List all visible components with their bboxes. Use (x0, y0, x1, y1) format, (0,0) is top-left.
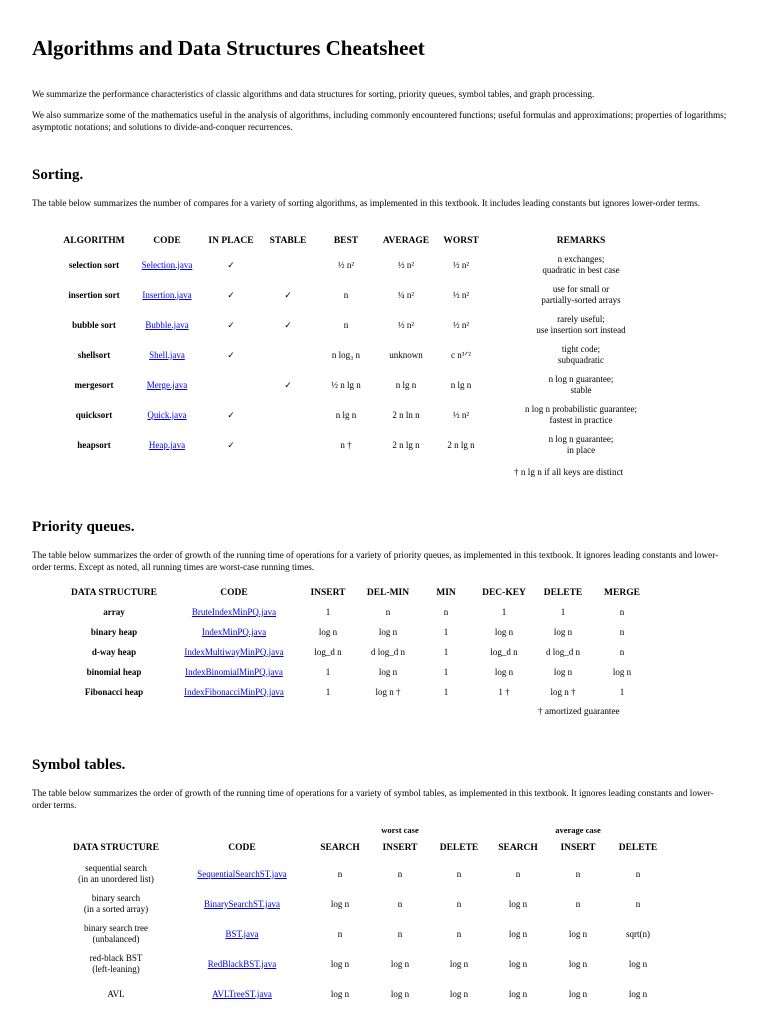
pq-insert: 1 (325, 666, 331, 677)
code-cell (174, 889, 310, 919)
st-header-data-structure: DATA STRUCTURE (73, 843, 159, 853)
st-row (58, 979, 668, 1009)
pq-header-min: MIN (436, 588, 456, 598)
st-table (58, 823, 668, 1009)
in-place-check: ✓ (227, 319, 235, 330)
st-name-cell (58, 889, 174, 919)
st-group-average: average case (555, 825, 601, 835)
remarks-line: n log n guarantee; (548, 434, 614, 444)
pq-delete: 1 (560, 606, 566, 617)
st-name: AVL (107, 988, 125, 999)
st-value: n (337, 928, 343, 939)
pq-heading: Priority queues. (32, 519, 135, 535)
pq-header-code: CODE (220, 588, 248, 598)
code-link[interactable]: Quick.java (147, 409, 187, 420)
worst-case: c n³ᐟ² (451, 349, 471, 360)
st-name-cell (58, 919, 174, 949)
code-cell (132, 370, 202, 400)
remarks-line: fastest in practice (549, 415, 613, 425)
st-description: The table below summarizes the order of growth of the running time of operations for a variety of symbol tables, as implemented in this textbook. It ignores leading constants and lower-order terms. (32, 788, 714, 810)
code-cell (132, 280, 202, 310)
page-title: Algorithms and Data Structures Cheatsheet (32, 36, 425, 60)
sorting-row (56, 310, 676, 340)
remarks-cell (486, 400, 676, 430)
st-value: log n (628, 958, 648, 969)
st-subname: (in an unordered list) (78, 874, 154, 884)
pq-row (58, 622, 652, 642)
st-name: binary search tree (84, 923, 148, 933)
sorting-table (56, 232, 676, 460)
code-link[interactable]: IndexMinPQ.java (201, 626, 267, 637)
code-cell (132, 340, 202, 370)
code-cell (170, 622, 298, 642)
pq-footnote: † amortized guarantee (538, 706, 620, 716)
remarks-line: use insertion sort instead (536, 325, 626, 335)
algorithm-name: selection sort (68, 259, 120, 270)
code-link[interactable]: IndexBinomialMinPQ.java (185, 666, 283, 677)
st-value: log n (390, 958, 410, 969)
remarks-cell (486, 250, 676, 280)
pq-deckey: log_d n (490, 646, 518, 657)
st-value: log n (330, 958, 350, 969)
code-link[interactable]: RedBlackBST.java (207, 958, 277, 969)
st-value: n (456, 928, 462, 939)
st-value: log n (508, 898, 528, 909)
st-value: log n (628, 988, 648, 999)
pq-row (58, 642, 652, 662)
in-place-check: ✓ (227, 259, 235, 270)
st-value: n (397, 868, 403, 879)
st-subname: (unbalanced) (92, 934, 140, 944)
sorting-footnote: † n lg n if all keys are distinct (514, 467, 624, 477)
code-link[interactable]: Heap.java (148, 439, 186, 450)
st-value: n (456, 868, 462, 879)
st-row (58, 889, 668, 919)
best-case: n (343, 289, 349, 300)
pq-name: array (103, 606, 125, 617)
sorting-row (56, 370, 676, 400)
st-name: sequential search (85, 863, 147, 873)
pq-merge: n (619, 646, 625, 657)
stable-check (260, 430, 316, 460)
remarks-line: n exchanges; (557, 254, 605, 264)
in-place-check: ✓ (227, 289, 235, 300)
code-link[interactable]: IndexFibonacciMinPQ.java (184, 686, 284, 697)
pq-min: 1 (443, 666, 449, 677)
best-case: n lg n (335, 409, 357, 420)
st-value: log n (568, 928, 588, 939)
pq-insert: 1 (325, 686, 331, 697)
code-cell (170, 642, 298, 662)
pq-merge: n (619, 606, 625, 617)
code-link[interactable]: Shell.java (149, 349, 185, 360)
st-value: n (397, 898, 403, 909)
code-link[interactable]: Bubble.java (145, 319, 189, 330)
best-case: ½ n² (337, 259, 355, 270)
pq-insert: log_d n (314, 646, 342, 657)
pq-delmin: log n (378, 626, 398, 637)
in-place-check: ✓ (227, 409, 235, 420)
pq-description: The table below summarizes the order of growth of the running time of operations for a variety of priority queues, as implemented in this textbook. It ignores leading constants and lower-order terms. Except as noted, all running times are worst-case running times. (32, 550, 719, 572)
pq-delete: log n † (550, 686, 576, 697)
st-value: log n (330, 898, 350, 909)
pq-header-dec-key: DEC-KEY (482, 588, 526, 598)
pq-header-delete: DELETE (543, 588, 583, 598)
sorting-row (56, 280, 676, 310)
st-name: binary search (91, 893, 141, 903)
remarks-line: partially-sorted arrays (541, 295, 621, 305)
code-link[interactable]: BinarySearchST.java (203, 898, 281, 909)
average-case: 2 n lg n (392, 439, 420, 450)
code-cell (132, 250, 202, 280)
sorting-row (56, 340, 676, 370)
code-link[interactable]: SequentialSearchST.java (197, 868, 287, 879)
code-link[interactable]: Merge.java (146, 379, 188, 390)
remarks-line: rarely useful; (557, 314, 605, 324)
pq-delete: log n (553, 666, 573, 677)
average-case: ¼ n² (397, 289, 415, 300)
pq-header-data-structure: DATA STRUCTURE (71, 588, 157, 598)
worst-case: n lg n (450, 379, 472, 390)
code-cell (170, 662, 298, 682)
code-cell (174, 979, 310, 1009)
worst-case: ½ n² (452, 319, 470, 330)
sorting-heading: Sorting. (32, 167, 84, 183)
worst-case: ½ n² (452, 259, 470, 270)
stable-check (260, 400, 316, 430)
stable-check (260, 340, 316, 370)
algorithm-name: insertion sort (68, 289, 120, 300)
pq-merge: n (619, 626, 625, 637)
st-value: n (575, 898, 581, 909)
average-case: n lg n (395, 379, 417, 390)
pq-name: Fibonacci heap (84, 686, 144, 697)
pq-deckey: 1 (501, 606, 507, 617)
code-link[interactable]: AVLTreeST.java (212, 988, 272, 999)
worst-case: ½ n² (452, 409, 470, 420)
stable-check (260, 250, 316, 280)
st-name-cell (58, 859, 174, 889)
pq-delete: log n (553, 626, 573, 637)
in-place-check (202, 370, 260, 400)
average-case: ½ n² (397, 319, 415, 330)
st-row (58, 859, 668, 889)
st-value: n (635, 868, 641, 879)
pq-delete: d log_d n (545, 646, 580, 657)
st-value: log n (449, 988, 469, 999)
code-cell (170, 682, 298, 702)
algorithm-name: heapsort (77, 439, 111, 450)
st-header-search-avg: SEARCH (498, 843, 538, 853)
average-case: 2 n ln n (392, 409, 420, 420)
sorting-header-best: BEST (333, 236, 359, 246)
code-link[interactable]: IndexMultiwayMinPQ.java (184, 646, 284, 657)
algorithm-name: shellsort (77, 349, 111, 360)
code-cell (132, 400, 202, 430)
code-cell (174, 919, 310, 949)
sorting-header-remarks: REMARKS (556, 236, 606, 246)
code-cell (174, 949, 310, 979)
stable-check: ✓ (284, 379, 292, 390)
pq-header-insert: INSERT (310, 588, 346, 598)
code-link[interactable]: BruteIndexMinPQ.java (191, 606, 277, 617)
sorting-header-average: AVERAGE (382, 236, 430, 246)
st-row (58, 949, 668, 979)
remarks-line: tight code; (561, 344, 601, 354)
code-link[interactable]: BST.java (225, 928, 259, 939)
algorithm-name: bubble sort (72, 319, 116, 330)
pq-name: binary heap (90, 626, 138, 637)
st-value: log n (568, 988, 588, 999)
pq-insert: 1 (325, 606, 331, 617)
code-link[interactable]: Selection.java (141, 259, 193, 270)
st-name: red-black BST (89, 953, 143, 963)
pq-delmin: n (385, 606, 391, 617)
st-value: log n (508, 958, 528, 969)
st-group-worst: worst case (381, 825, 419, 835)
pq-min: 1 (443, 686, 449, 697)
stable-check: ✓ (284, 289, 292, 300)
best-case: n log₃ n (331, 349, 361, 360)
average-case: ½ n² (397, 259, 415, 270)
pq-delmin: log n (378, 666, 398, 677)
pq-delmin: d log_d n (370, 646, 405, 657)
remarks-cell (486, 370, 676, 400)
code-link[interactable]: Insertion.java (142, 289, 192, 300)
pq-row (58, 682, 652, 702)
pq-insert: log n (318, 626, 338, 637)
st-name-cell (58, 949, 174, 979)
sorting-header-inplace: IN PLACE (208, 236, 254, 246)
remarks-cell (486, 340, 676, 370)
pq-header-del-min: DEL-MIN (366, 588, 410, 598)
best-case: ½ n lg n (331, 379, 361, 390)
pq-merge: 1 (619, 686, 625, 697)
sorting-header-algorithm: ALGORITHM (63, 236, 125, 246)
st-value: n (635, 898, 641, 909)
st-header-search-worst: SEARCH (320, 843, 360, 853)
sorting-description: The table below summarizes the number of compares for a variety of sorting algorithms, as implemented in this textbook. It includes leading constants but ignores lower-order terms. (32, 198, 701, 208)
algorithm-name: mergesort (74, 379, 114, 390)
pq-table (58, 584, 652, 702)
st-header-insert-avg: INSERT (560, 843, 596, 853)
remarks-line: quadratic in best case (542, 265, 620, 275)
sorting-row (56, 430, 676, 460)
st-row (58, 919, 668, 949)
sorting-row (56, 250, 676, 280)
st-header-insert-worst: INSERT (382, 843, 418, 853)
st-name-cell (58, 979, 174, 1009)
best-case: n † (340, 439, 352, 450)
intro-paragraph-2: We also summarize some of the mathematics useful in the analysis of algorithms, including commonly encountered functions; useful formulas and approximations; properties of logarithms; asymptotic notations; and solutions to divide-and-conquer recurrences. (32, 110, 727, 132)
pq-name: d-way heap (91, 646, 137, 657)
st-value: log n (449, 958, 469, 969)
st-value: log n (508, 988, 528, 999)
best-case: n (343, 319, 349, 330)
remarks-line: use for small or (552, 284, 610, 294)
st-subname: (left-leaning) (92, 964, 140, 974)
remarks-cell (486, 430, 676, 460)
st-value: log n (330, 988, 350, 999)
pq-min: 1 (443, 626, 449, 637)
st-header-delete-avg: DELETE (618, 843, 658, 853)
st-value: n (575, 868, 581, 879)
st-subname: (in a sorted array) (83, 904, 149, 914)
st-value: n (456, 898, 462, 909)
st-header-delete-worst: DELETE (439, 843, 479, 853)
remarks-line: n log n probabilistic guarantee; (525, 404, 637, 414)
pq-deckey: 1 † (498, 686, 510, 697)
remarks-line: in place (566, 445, 596, 455)
worst-case: ½ n² (452, 289, 470, 300)
st-value: log n (390, 988, 410, 999)
code-cell (132, 430, 202, 460)
remarks-line: stable (570, 385, 592, 395)
st-value: n (515, 868, 521, 879)
pq-deckey: log n (494, 626, 514, 637)
average-case: unknown (389, 349, 423, 360)
st-value: sqrt(n) (626, 928, 650, 939)
intro-paragraph-1: We summarize the performance characteristics of classic algorithms and data structures for sorting, priority queues, symbol tables, and graph processing. (32, 89, 595, 99)
stable-check: ✓ (284, 319, 292, 330)
sorting-header-stable: STABLE (269, 236, 307, 246)
st-value: log n (568, 958, 588, 969)
code-cell (174, 859, 310, 889)
sorting-row (56, 400, 676, 430)
remarks-cell (486, 310, 676, 340)
in-place-check: ✓ (227, 439, 235, 450)
pq-deckey: log n (494, 666, 514, 677)
remarks-line: subquadratic (558, 355, 604, 365)
st-value: log n (508, 928, 528, 939)
code-cell (170, 602, 298, 622)
pq-min: n (443, 606, 449, 617)
pq-min: 1 (443, 646, 449, 657)
sorting-header-worst: WORST (443, 236, 479, 246)
pq-row (58, 602, 652, 622)
st-heading: Symbol tables. (32, 757, 126, 773)
pq-header-merge: MERGE (604, 588, 640, 598)
pq-row (58, 662, 652, 682)
pq-delmin: log n † (375, 686, 401, 697)
in-place-check: ✓ (227, 349, 235, 360)
sorting-header-code: CODE (153, 236, 181, 246)
algorithm-name: quicksort (75, 409, 113, 420)
st-value: n (397, 928, 403, 939)
pq-merge: log n (612, 666, 632, 677)
worst-case: 2 n lg n (447, 439, 475, 450)
code-cell (132, 310, 202, 340)
st-value: n (337, 868, 343, 879)
remarks-cell (486, 280, 676, 310)
remarks-line: n log n guarantee; (548, 374, 614, 384)
pq-name: binomial heap (86, 666, 142, 677)
st-header-code: CODE (228, 843, 256, 853)
